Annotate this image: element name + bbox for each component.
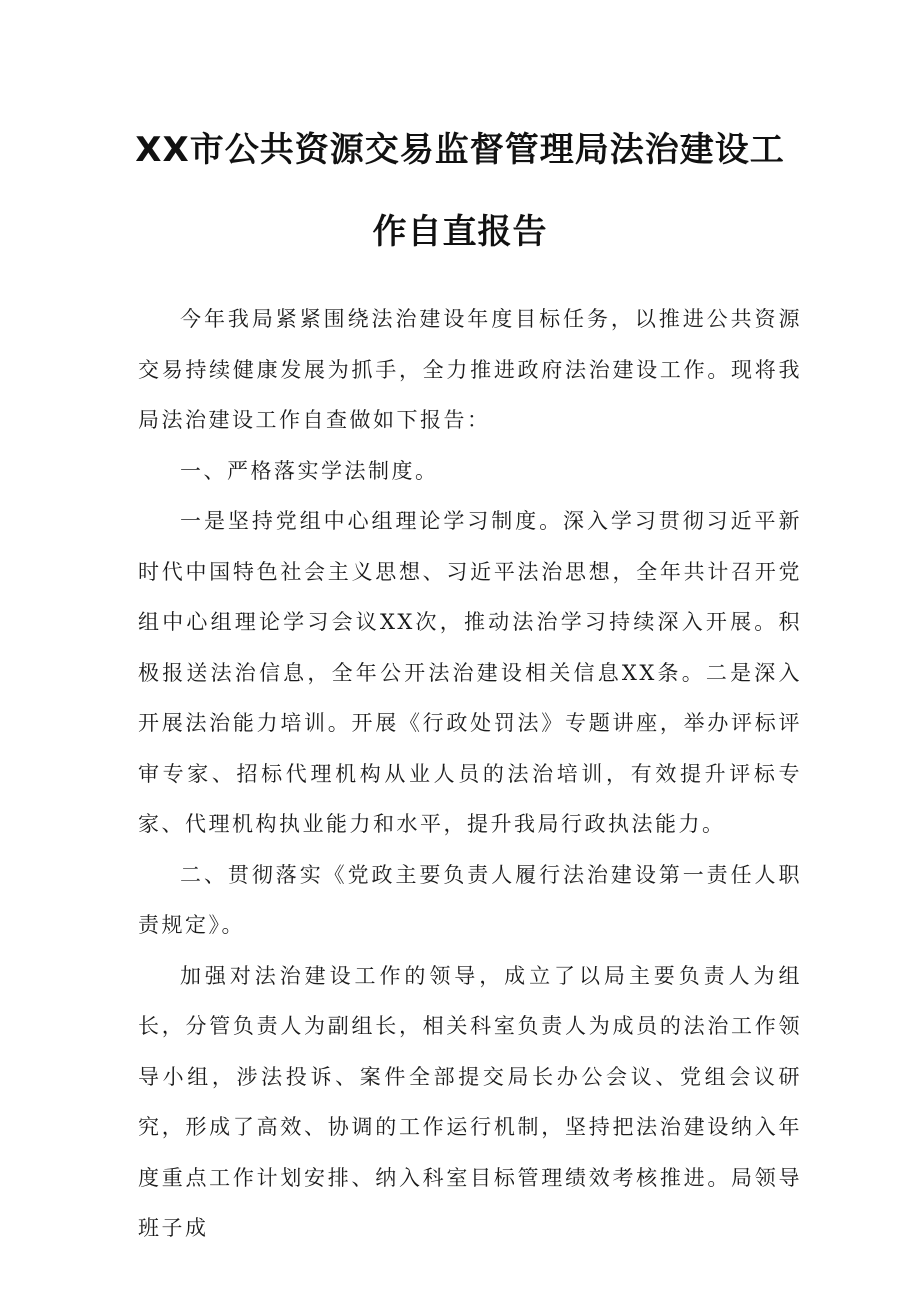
title-line-2: 作自直报告 — [372, 212, 548, 252]
section-2-paragraph: 加强对法治建设工作的领导，成立了以局主要负责人为组长，分管负责人为副组长，相关科室负责人为成员的法治工作领导小组，涉法投诉、案件全部提交局长办公会议、党组会议研究，形成了高效、协调的工作运行机制，坚持把法治建设纳入年度重点工作计划安排、纳入科室目标管理绩效考核推进。局领导班子成 — [138, 963, 802, 1240]
title-line-1: XX市公共资源交易监督管理局法治建设工 — [135, 130, 785, 170]
intro-paragraph: 今年我局紧紧围绕法治建设年度目标任务，以推进公共资源交易持续健康发展为抓手，全力推进政府法治建设工作。现将我局法治建设工作自查做如下报告： — [138, 307, 802, 432]
document-body — [138, 294, 802, 1254]
section-heading-2: 二、贯彻落实《党政主要负责人履行法治建设第一责任人职责规定》。 — [138, 862, 802, 937]
section-heading-1: 一、严格落实学法制度。 — [180, 458, 439, 483]
section-1-paragraph: 一是坚持党组中心组理论学习制度。深入学习贯彻习近平新时代中国特色社会主义思想、习近平法治思想，全年共计召开党组中心组理论学习会议XX次，推动法治学习持续深入开展。积极报送法治信息，全年公开法治建设相关信息XX条。二是深入开展法治能力培训。开展《行政处罚法》专题讲座，举办评标评审专家、招标代理机构从业人员的法治培训，有效提升评标专家、代理机构执业能力和水平，提升我局行政执法能力。 — [138, 509, 802, 836]
document-title — [120, 118, 800, 282]
